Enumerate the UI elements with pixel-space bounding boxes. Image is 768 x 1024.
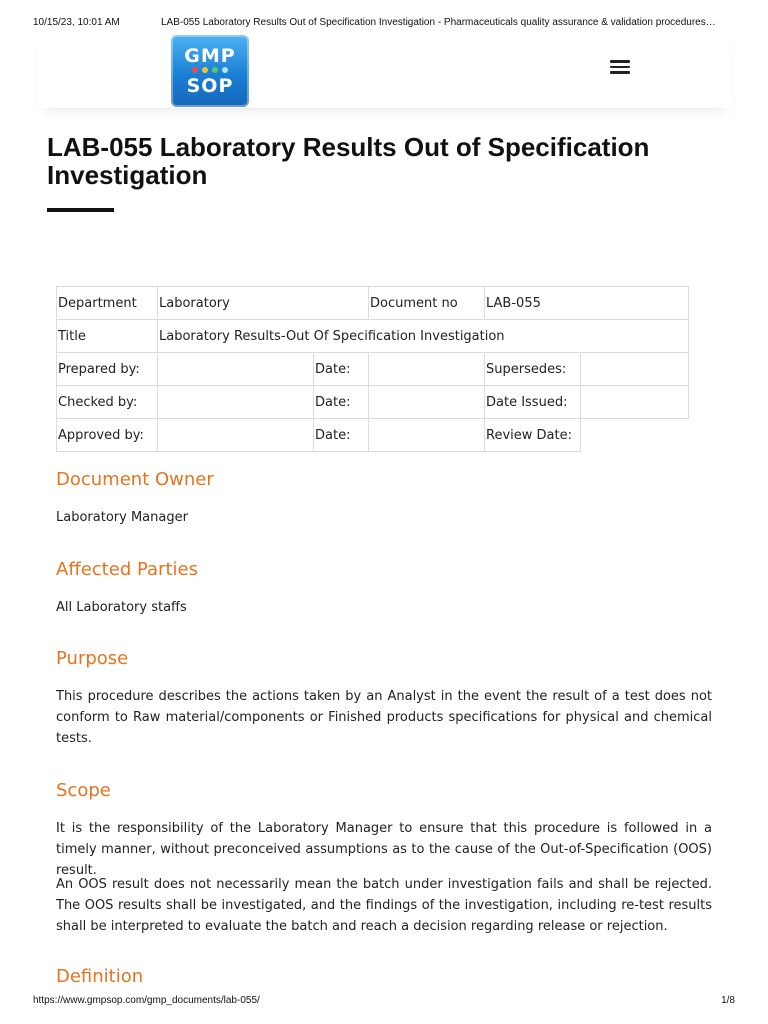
table-cell: Laboratory <box>158 287 369 320</box>
logo-dots <box>171 67 249 73</box>
section-heading-scope: Scope <box>56 780 111 801</box>
table-cell <box>581 419 689 452</box>
table-cell <box>369 386 485 419</box>
section-heading-document-owner: Document Owner <box>56 469 214 490</box>
table-cell: LAB-055 <box>485 287 689 320</box>
table-cell: Review Date: <box>485 419 581 452</box>
site-header <box>38 30 732 108</box>
print-page-title: LAB-055 Laboratory Results Out of Specification Investigation - Pharmaceuticals quality assurance & validation procedures… <box>161 17 716 28</box>
table-row <box>57 353 689 386</box>
document-info-table <box>56 286 689 452</box>
section-heading-affected-parties: Affected Parties <box>56 559 198 580</box>
table-cell: Prepared by: <box>57 353 158 386</box>
table-row <box>57 287 689 320</box>
table-cell: Title <box>57 320 158 353</box>
scope-text-1: It is the responsibility of the Laboratory Manager to ensure that this procedure is followed in a timely manner, without preconceived assumptions as to the cause of the Out-of-Specification (OOS) result. <box>56 821 712 878</box>
logo-dot <box>212 67 218 73</box>
table-cell <box>158 386 314 419</box>
table-cell <box>158 353 314 386</box>
table-cell: Approved by: <box>57 419 158 452</box>
print-datetime: 10/15/23, 10:01 AM <box>33 17 120 28</box>
table-row <box>57 320 689 353</box>
table-cell: Date: <box>314 353 369 386</box>
table-cell: Checked by: <box>57 386 158 419</box>
print-header <box>0 17 768 31</box>
table-cell: Department <box>57 287 158 320</box>
gmp-sop-logo[interactable] <box>171 35 249 107</box>
table-row <box>57 386 689 419</box>
page-title: LAB-055 Laboratory Results Out of Specification Investigation <box>47 132 650 190</box>
logo-dot <box>222 67 228 73</box>
print-url: https://www.gmpsop.com/gmp_documents/lab-055/ <box>33 995 260 1006</box>
table-cell <box>158 419 314 452</box>
section-heading-definition: Definition <box>56 966 144 987</box>
title-underline <box>47 208 114 212</box>
table-cell: Date: <box>314 419 369 452</box>
document-owner-text: Laboratory Manager <box>56 510 188 525</box>
hamburger-menu-icon[interactable] <box>610 60 630 74</box>
logo-dot <box>202 67 208 73</box>
table-cell: Laboratory Results-Out Of Specification Investigation <box>158 320 689 353</box>
table-cell: Date: <box>314 386 369 419</box>
table-cell <box>581 386 689 419</box>
scope-text-2: An OOS result does not necessarily mean the batch under investigation fails and shall be rejected. The OOS results shall be investigated, and the findings of the investigation, including re-test results shall be interpreted to evaluate the batch and reach a decision regarding release or rejection. <box>56 877 712 934</box>
section-heading-purpose: Purpose <box>56 648 129 669</box>
purpose-text: This procedure describes the actions taken by an Analyst in the event the result of a test does not conform to Raw material/components or Finished products specifications for physical and chemical tests. <box>56 689 712 746</box>
print-page-number: 1/8 <box>721 995 735 1006</box>
table-cell: Date Issued: <box>485 386 581 419</box>
table-row <box>57 419 689 452</box>
table-cell <box>369 353 485 386</box>
affected-parties-text: All Laboratory staffs <box>56 600 187 615</box>
table-cell <box>369 419 485 452</box>
table-cell: Supersedes: <box>485 353 581 386</box>
print-footer <box>0 995 768 1009</box>
logo-dot <box>192 67 198 73</box>
logo-text-top: GMP <box>184 45 236 67</box>
logo-text-bottom: SOP <box>186 75 234 97</box>
table-cell: Document no <box>369 287 485 320</box>
table-cell <box>581 353 689 386</box>
